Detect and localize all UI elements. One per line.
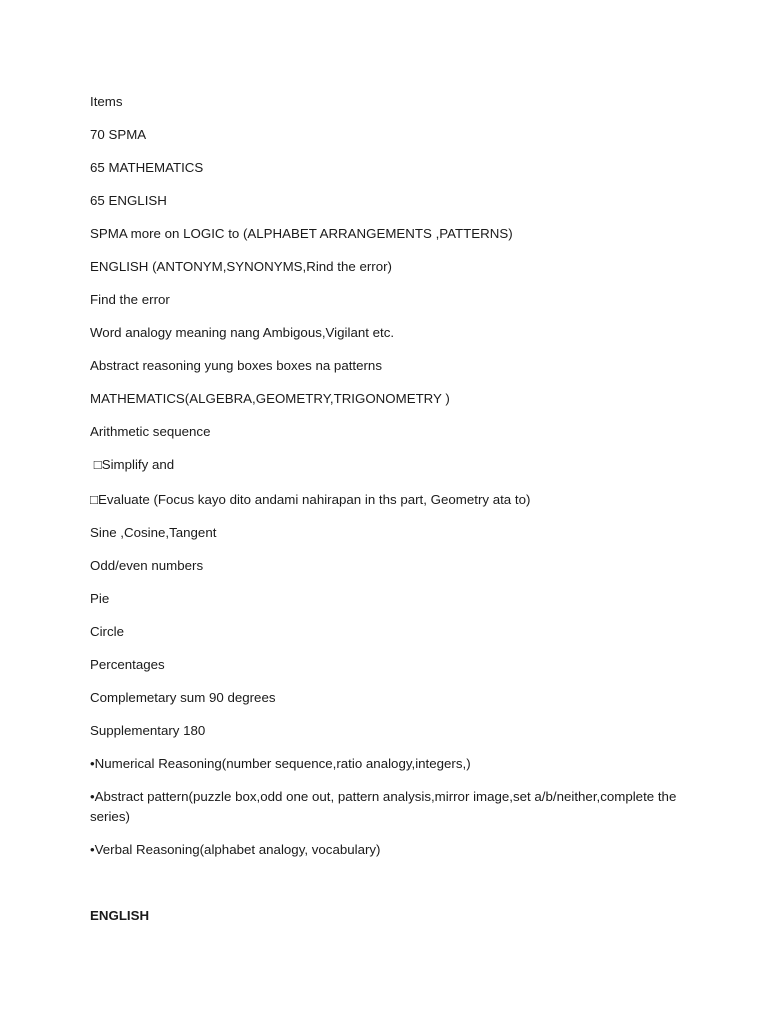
line-odd-even: Odd/even numbers [90,558,204,573]
line-english-topics: ENGLISH (ANTONYM,SYNONYMS,Rind the error) [90,259,392,274]
line-english-count: 65 ENGLISH [90,193,167,208]
line-verbal-reasoning: •Verbal Reasoning(alphabet analogy, vocabulary) [90,842,381,857]
line-mathematics-count: 65 MATHEMATICS [90,160,204,175]
line-evaluate: □Evaluate (Focus kayo dito andami nahirapan in ths part, Geometry ata to) [90,492,531,507]
line-spma-logic: SPMA more on LOGIC to (ALPHABET ARRANGEMENTS ,PATTERNS) [90,226,513,241]
line-numerical-reasoning: •Numerical Reasoning(number sequence,ratio analogy,integers,) [90,756,471,771]
line-pie: Pie [90,591,110,606]
line-abstract-pattern: •Abstract pattern(puzzle box,odd one out, pattern analysis,mirror image,set a/b/neither,complete the series) [90,789,681,824]
line-items: Items [90,94,123,109]
line-abstract-reasoning: Abstract reasoning yung boxes boxes na patterns [90,358,382,373]
document-body [90,92,680,926]
line-word-analogy: Word analogy meaning nang Ambigous,Vigilant etc. [90,325,395,340]
line-trig: Sine ,Cosine,Tangent [90,525,217,540]
line-spma-count: 70 SPMA [90,127,147,142]
line-supplementary: Supplementary 180 [90,723,206,738]
line-complementary: Complemetary sum 90 degrees [90,690,276,705]
line-percentages: Percentages [90,657,165,672]
line-circle: Circle [90,624,124,639]
line-find-error: Find the error [90,292,170,307]
line-arithmetic-sequence: Arithmetic sequence [90,424,211,439]
line-simplify: □Simplify and [90,457,175,472]
section-heading-english: ENGLISH [90,908,150,923]
blank-line [90,873,680,906]
line-mathematics-topics: MATHEMATICS(ALGEBRA,GEOMETRY,TRIGONOMETRY ) [90,391,450,406]
